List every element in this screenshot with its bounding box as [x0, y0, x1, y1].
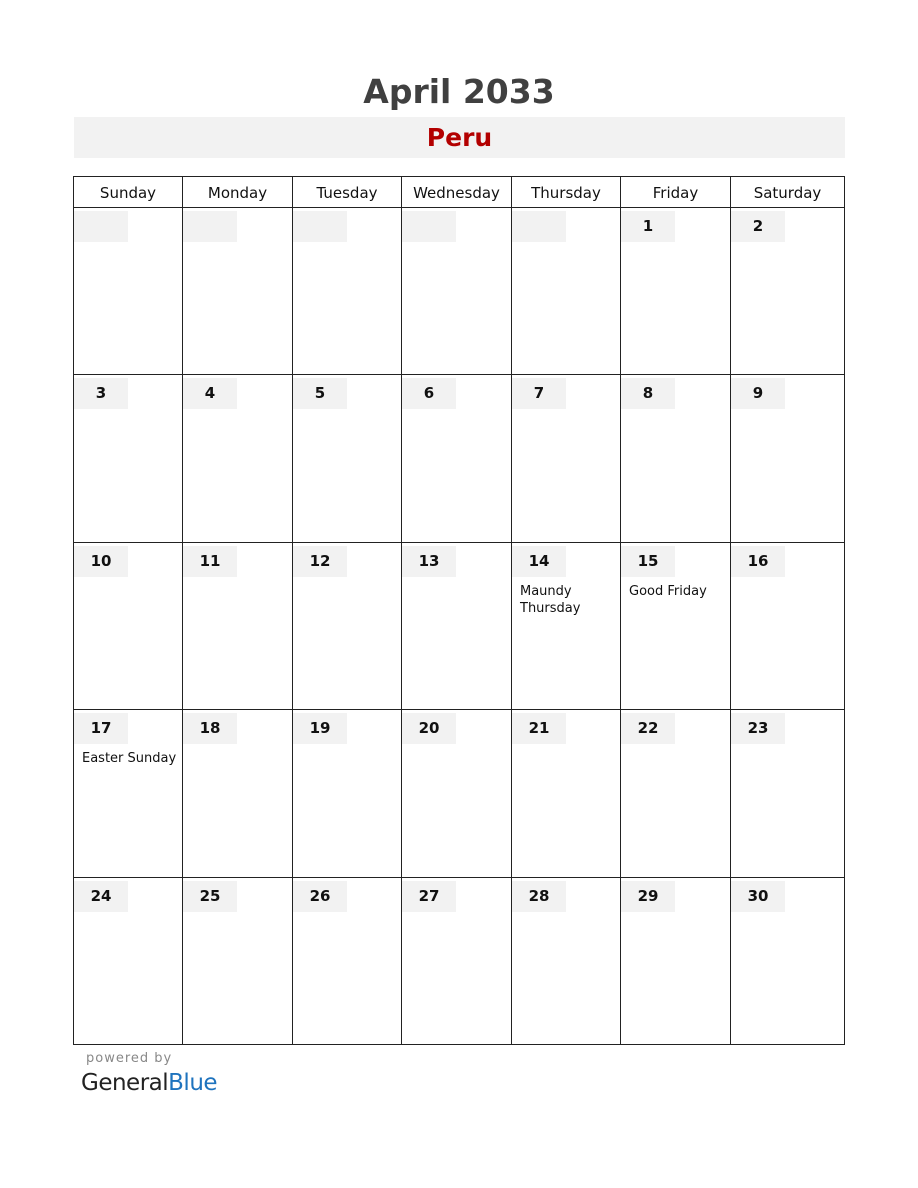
- day-number: 2: [731, 211, 785, 242]
- brand-logo-part2: Blue: [168, 1070, 218, 1096]
- day-cell: [512, 878, 621, 1045]
- day-number: 25: [183, 881, 237, 912]
- week-row: [74, 710, 844, 877]
- day-number: 4: [183, 378, 237, 409]
- weekday-header: Thursday: [512, 177, 621, 207]
- day-number: 11: [183, 546, 237, 577]
- day-cell: [512, 375, 621, 541]
- day-number: 17: [74, 713, 128, 744]
- day-cell: [74, 878, 183, 1045]
- day-number: 13: [402, 546, 456, 577]
- day-number: 15: [621, 546, 675, 577]
- day-cell: [74, 710, 183, 876]
- day-cell: [731, 710, 844, 876]
- day-number: 30: [731, 881, 785, 912]
- day-cell: [293, 375, 402, 541]
- weekday-header: Monday: [183, 177, 293, 207]
- day-cell: [74, 208, 183, 374]
- day-number: 5: [293, 378, 347, 409]
- day-number: 14: [512, 546, 566, 577]
- day-cell: [621, 543, 731, 709]
- day-number: [183, 211, 237, 242]
- weekday-header: Sunday: [74, 177, 183, 207]
- day-number: 3: [74, 378, 128, 409]
- day-cell: [183, 878, 293, 1045]
- day-cell: [293, 543, 402, 709]
- holiday-label: Maundy Thursday: [520, 583, 581, 616]
- week-row: [74, 208, 844, 375]
- day-cell: [293, 710, 402, 876]
- day-cell: [621, 878, 731, 1045]
- week-row: [74, 375, 844, 542]
- day-number: 26: [293, 881, 347, 912]
- day-number: 28: [512, 881, 566, 912]
- day-cell: [402, 543, 512, 709]
- day-number: [74, 211, 128, 242]
- day-number: 20: [402, 713, 456, 744]
- day-number: 7: [512, 378, 566, 409]
- day-cell: [512, 543, 621, 709]
- weekday-header: Tuesday: [293, 177, 402, 207]
- day-number: [402, 211, 456, 242]
- day-cell: [731, 878, 844, 1045]
- weekday-header: Wednesday: [402, 177, 512, 207]
- day-cell: [183, 375, 293, 541]
- day-number: 27: [402, 881, 456, 912]
- weekday-header: Friday: [621, 177, 731, 207]
- day-cell: [621, 375, 731, 541]
- powered-by-label: powered by: [86, 1051, 173, 1066]
- day-cell: [512, 208, 621, 374]
- day-cell: [402, 878, 512, 1045]
- day-number: 12: [293, 546, 347, 577]
- day-number: 1: [621, 211, 675, 242]
- brand-logo-part1: General: [81, 1070, 169, 1096]
- day-cell: [621, 208, 731, 374]
- day-number: 19: [293, 713, 347, 744]
- weekday-header-row: [74, 177, 844, 208]
- day-cell: [402, 208, 512, 374]
- holiday-label: Easter Sunday: [82, 751, 177, 767]
- week-row: [74, 878, 844, 1045]
- holiday-label: Good Friday: [629, 583, 707, 599]
- day-cell: [402, 375, 512, 541]
- day-cell: [183, 710, 293, 876]
- day-number: [512, 211, 566, 242]
- country-band: [74, 117, 845, 158]
- day-number: 8: [621, 378, 675, 409]
- weekday-header: Saturday: [753, 184, 822, 202]
- day-number: 10: [74, 546, 128, 577]
- day-cell: [621, 710, 731, 876]
- day-cell: [731, 208, 844, 374]
- day-cell: [183, 208, 293, 374]
- day-number: 18: [183, 713, 237, 744]
- day-number: 6: [402, 378, 456, 409]
- day-cell: [183, 543, 293, 709]
- day-cell: [293, 208, 402, 374]
- day-cell: [731, 375, 844, 541]
- day-cell: [731, 543, 844, 709]
- day-number: 16: [731, 546, 785, 577]
- day-number: 22: [621, 713, 675, 744]
- day-cell: [293, 878, 402, 1045]
- country-name: Peru: [426, 123, 493, 152]
- calendar-grid: [73, 176, 845, 1045]
- day-number: 9: [731, 378, 785, 409]
- day-number: [293, 211, 347, 242]
- day-cell: [402, 710, 512, 876]
- week-row: [74, 543, 844, 710]
- day-cell: [512, 710, 621, 876]
- weeks-container: [74, 208, 844, 1045]
- day-cell: [74, 543, 183, 709]
- day-cell: [74, 375, 183, 541]
- day-number: 23: [731, 713, 785, 744]
- day-number: 29: [621, 881, 675, 912]
- day-number: 24: [74, 881, 128, 912]
- page-title: April 2033: [363, 72, 555, 111]
- brand-logo: [81, 1068, 217, 1098]
- day-number: 21: [512, 713, 566, 744]
